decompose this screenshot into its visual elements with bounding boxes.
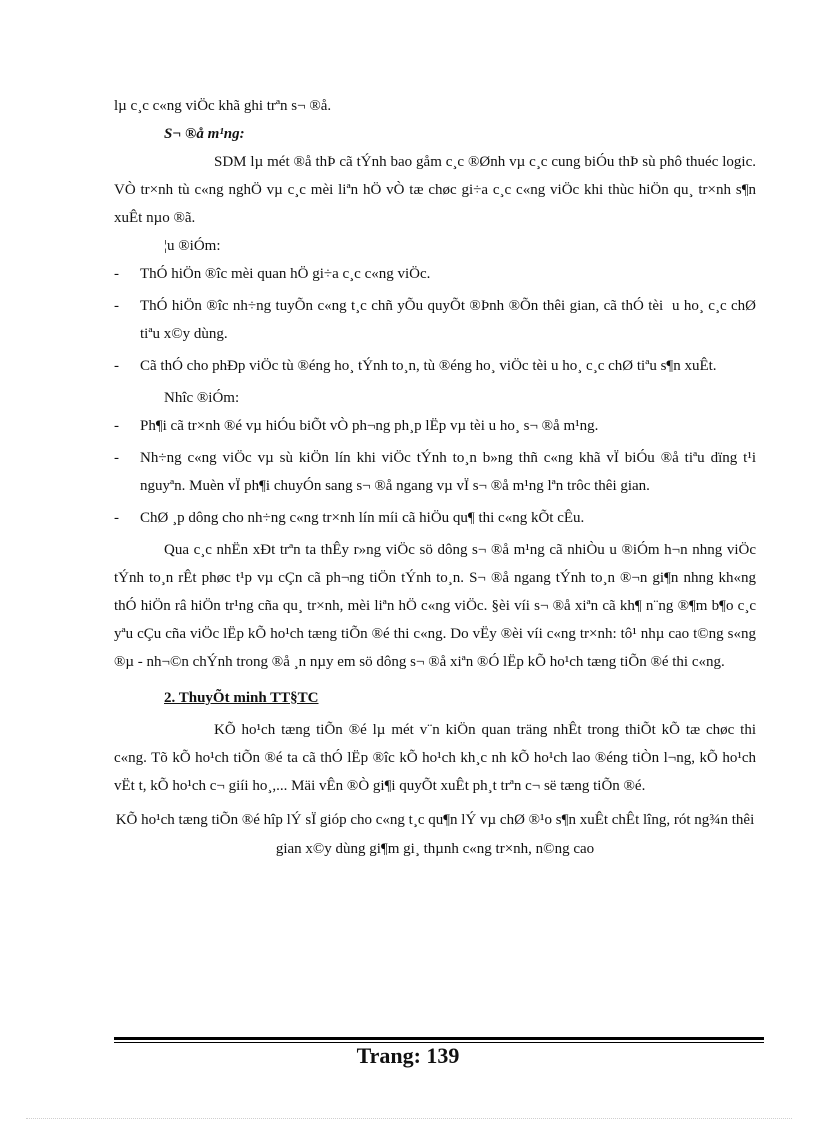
dash-bullet-icon: - bbox=[114, 510, 119, 526]
advantage-text: Cã thÓ cho phÐp viÖc tù ®éng ho¸ tÝnh to¸n, tù ®éng ho¸ viÖc tèi u ho¸ c¸c chØ tiªu s¶n xuÊt. bbox=[140, 358, 717, 374]
heading-disadvantages: Nhîc ®iÓm: bbox=[164, 390, 240, 406]
list-item bbox=[114, 444, 756, 500]
list-item bbox=[114, 292, 756, 348]
dash-bullet-icon: - bbox=[114, 266, 119, 282]
list-item bbox=[114, 412, 756, 440]
dash-bullet-icon: - bbox=[114, 450, 119, 466]
page-edge-divider bbox=[26, 1118, 792, 1119]
section-title-text: 2. ThuyÕt minh TT§TC bbox=[164, 690, 319, 706]
paragraph-sdm: SDM lµ mét ®å thÞ cã tÝnh bao gåm c¸c ®Ønh vµ c¸c cung biÓu thÞ sù phô thuéc logic. VÒ tr×nh tù c«ng nghÖ vµ c¸c mèi liªn hÖ vÒ tæ chøc gi÷a c¸c c«ng viÖc khi thùc hiÖn qu¸ tr×nh s¶n xuÊt nµo ®ã. bbox=[114, 154, 756, 226]
dash-bullet-icon: - bbox=[114, 298, 119, 314]
list-item bbox=[114, 260, 756, 288]
heading-advantages: ¦u ®iÓm: bbox=[164, 238, 221, 254]
list-item bbox=[114, 504, 756, 532]
heading-network-diagram: S¬ ®å m¹ng: bbox=[164, 126, 245, 142]
disadvantage-text: ChØ ¸p dông cho nh÷ng c«ng tr×nh lín míi cã hiÖu qu¶ thi c«ng kÕt cÊu. bbox=[140, 510, 585, 526]
disadvantage-text: Nh÷ng c«ng viÖc vµ sù kiÖn lín khi viÖc tÝnh to¸n b»ng thñ c«ng khã vÏ biÓu ®å tiªu dïng t¹i nguyªn. Muèn vÏ ph¶i chuyÓn sang s¬ ®å ngang vµ vÏ s¬ ®å m¹ng lªn trôc thêi gian. bbox=[140, 450, 756, 494]
page-number: Trang: 139 bbox=[356, 1043, 460, 1068]
disadvantages-list bbox=[114, 412, 756, 532]
footer-rule-thick bbox=[114, 1037, 764, 1040]
section-title bbox=[114, 684, 756, 712]
list-item bbox=[114, 352, 756, 380]
advantage-text: ThÓ hiÖn ®îc nh÷ng tuyÕn c«ng t¸c chñ yÕu quyÕt ®Þnh ®Õn thêi gian, cã thÓ tèi u ho¸ c¸c chØ tiªu x©y dùng. bbox=[140, 298, 756, 342]
document-body bbox=[114, 92, 756, 864]
paragraph-last: KÕ ho¹ch tæng tiÕn ®é hîp lÝ sÏ gióp cho c«ng t¸c qu¶n lÝ vµ chØ ®¹o s¶n xuÊt chÊt lîng, rót ng¾n thêi gian x©y dùng gi¶m gi¸ thµnh c«ng tr×nh, n©ng cao bbox=[115, 812, 755, 857]
paragraph-master-schedule: KÕ ho¹ch tæng tiÕn ®é lµ mét v¨n kiÖn quan träng nhÊt trong thiÕt kÕ tæ chøc thi c«ng. Tõ kÕ ho¹ch tiÕn ®é ta cã thÓ lËp ®îc kÕ ho¹ch kh¸c nh kÕ ho¹ch lao ®éng tiÒn l¬ng, kÕ ho¹ch vËt t, kÕ ho¹ch c¬ giíi ho¸,... Mäi vÊn ®Ò gi¶i quyÕt xuÊt ph¸t trªn c¬ së tæng tiÕn ®é. bbox=[114, 722, 756, 794]
paragraph-top: lµ c¸c c«ng viÖc khã ghi trªn s¬ ®å. bbox=[114, 98, 332, 114]
advantage-text: ThÓ hiÖn ®îc mèi quan hÖ gi÷a c¸c c«ng viÖc. bbox=[140, 266, 431, 282]
dash-bullet-icon: - bbox=[114, 418, 119, 434]
advantages-list bbox=[114, 260, 756, 380]
paragraph-comparison: Qua c¸c nhËn xÐt trªn ta thÊy r»ng viÖc sö dông s¬ ®å m¹ng cã nhiÒu u ®iÓm h¬n nhng viÖc tÝnh to¸n rÊt phøc t¹p vµ cÇn cã ph¬ng tiÖn tÝnh to¸n. S¬ ®å ngang tÝnh to¸n ®¬n gi¶n nhng kh«ng thÓ hiÖn râ hiÖn tr¹ng cña qu¸ tr×nh, mèi liªn hÖ c«ng viÖc. §èi víi s¬ ®å xiªn cã kh¶ n¨ng ®¶m b¶o c¸c yªu cÇu cña viÖc lËp kÕ ho¹ch tæng tiÕn ®é thi c«ng. Do vËy ®èi víi c«ng tr×nh: tô¹ nhµ cao t©ng s«ng ®µ - nh¬©n chÝnh trong ®å ¸n nµy em sö dông s¬ ®å xiªn ®Ó lËp kÕ ho¹ch tæng tiÕn ®é thi c«ng. bbox=[114, 542, 756, 670]
disadvantage-text: Ph¶i cã tr×nh ®é vµ hiÓu biÕt vÒ ph¬ng ph¸p lËp vµ tèi u ho¸ s¬ ®å m¹ng. bbox=[140, 418, 599, 434]
dash-bullet-icon: - bbox=[114, 358, 119, 374]
